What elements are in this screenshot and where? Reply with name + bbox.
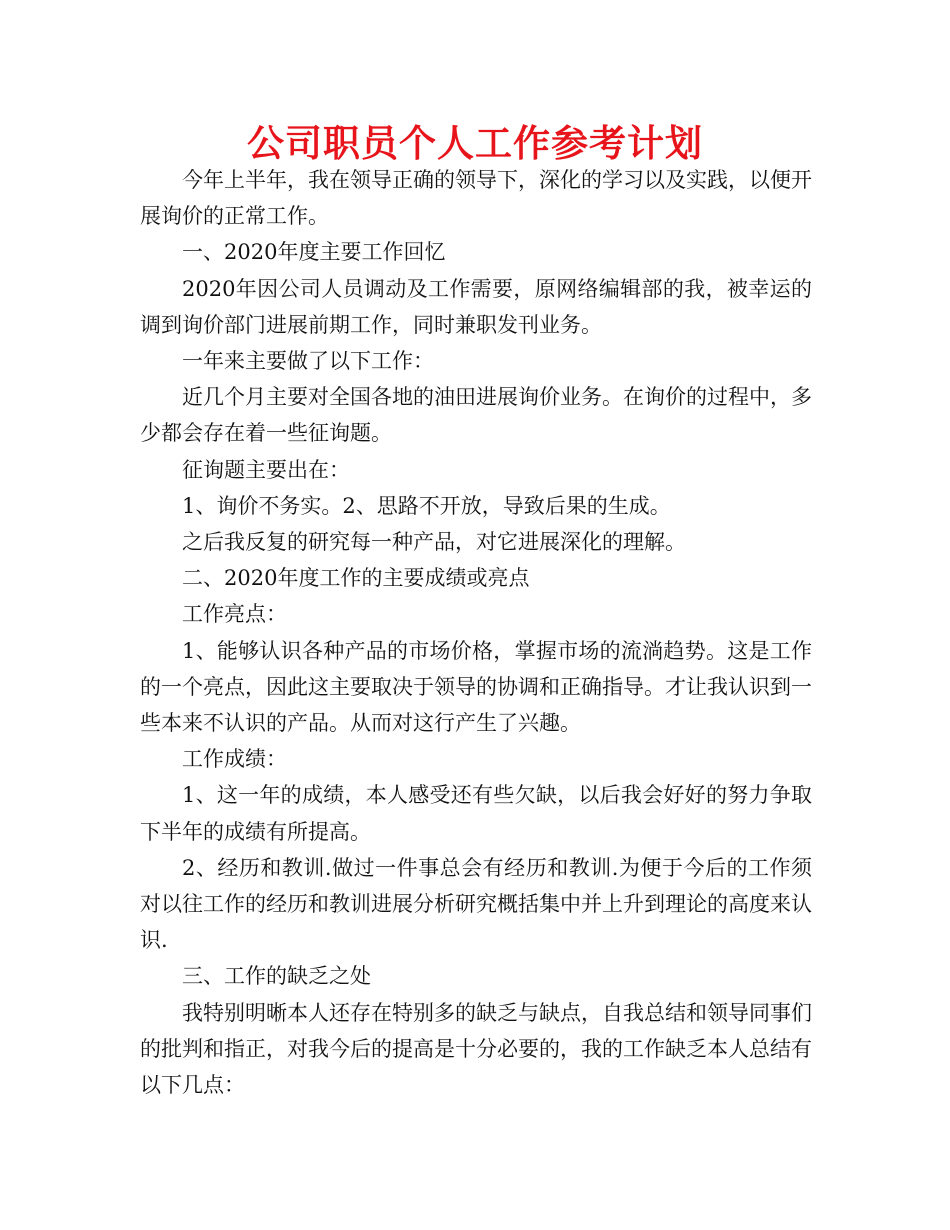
paragraph: 工作亮点： <box>182 602 287 627</box>
section-heading: 二、2020年度工作的主要成绩或亮点 <box>182 566 530 591</box>
paragraph: 工作成绩： <box>182 747 287 772</box>
paragraph: 一年来主要做了以下工作： <box>182 349 434 374</box>
paragraph: 1、这一年的成绩，本人感受还有些欠缺，以后我会好好的努力争取下半年的成绩有所提高。 <box>140 783 812 844</box>
section-heading: 三、工作的缺乏之处 <box>182 964 371 989</box>
paragraph: 之后我反复的研究每一种产品，对它进展深化的理解。 <box>182 530 686 555</box>
paragraph: 1、询价不务实。2、思路不开放，导致后果的生成。 <box>182 493 671 518</box>
paragraph: 近几个月主要对全国各地的油田进展询价业务。在询价的过程中，多少都会存在着一些征询题。 <box>140 385 812 446</box>
paragraph: 我特别明晰本人还存在特别多的缺乏与缺点，自我总结和领导同事们的批判和指正，对我今后的提高是十分必要的，我的工作缺乏本人总结有以下几点： <box>140 1000 812 1098</box>
section-heading: 一、2020年度主要工作回忆 <box>182 240 446 265</box>
document-title: 公司职员个人工作参考计划 <box>247 122 703 165</box>
paragraph: 2020年因公司人员调动及工作需要，原网络编辑部的我，被幸运的调到询价部门进展前期工作，同时兼职发刊业务。 <box>140 276 812 337</box>
paragraph: 今年上半年，我在领导正确的领导下，深化的学习以及实践，以便开展询价的正常工作。 <box>140 168 812 229</box>
paragraph: 2、经历和教训.做过一件事总会有经历和教训.为便于今后的工作须对以往工作的经历和教训进展分析研究概括集中并上升到理论的高度来认识. <box>140 855 812 953</box>
paragraph: 征询题主要出在： <box>182 457 350 482</box>
paragraph: 1、能够认识各种产品的市场价格，掌握市场的流淌趋势。这是工作的一个亮点，因此这主要取决于领导的协调和正确指导。才让我认识到一些本来不认识的产品。从而对这行产生了兴趣。 <box>140 638 812 736</box>
document-body <box>140 162 812 1103</box>
